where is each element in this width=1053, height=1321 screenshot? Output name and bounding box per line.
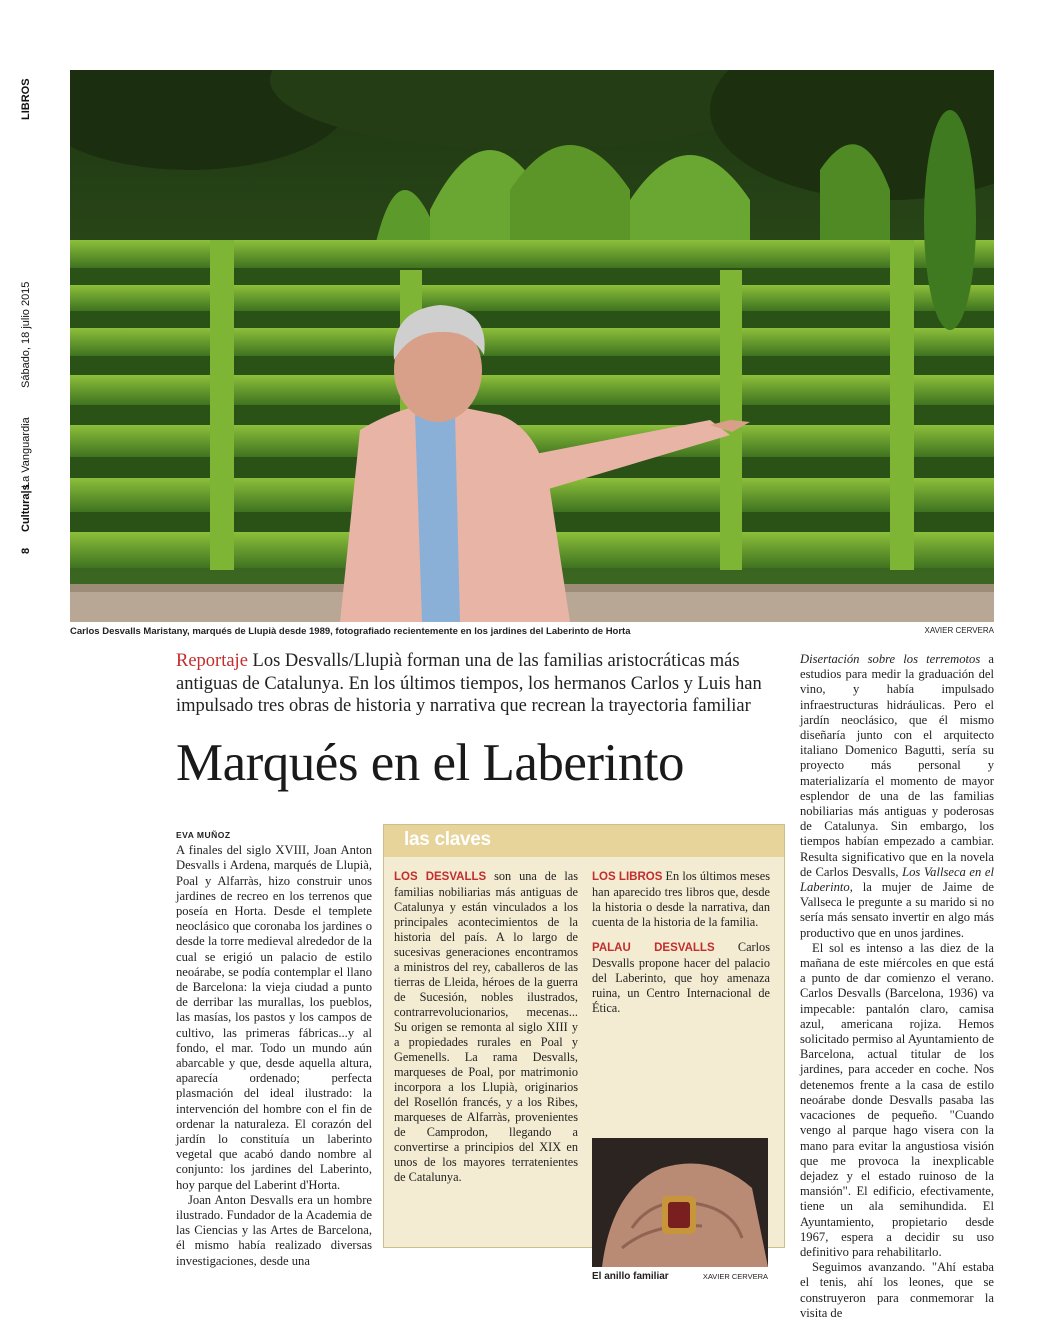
key-facts-box: [383, 824, 785, 1282]
article-column-1: [176, 828, 372, 1269]
main-photo: [70, 70, 994, 622]
byline: EVA MUÑOZ: [176, 830, 231, 840]
signet-ring-illustration: [592, 1138, 768, 1267]
key-fact-libros-keyword: LOS LIBROS: [592, 871, 663, 883]
key-fact-desvalls: [394, 869, 578, 1185]
col4-text-1: a estudios para medir la graduación del vino, y había impulsado infraestructuras hidráulicas. Pero el jardín neoclásico, que él mismo diseñaría junto con el arquitecto italiano Domenico Bagutti, sería su proyecto más personal y materializaría el momento de mayor esplendor de una de las familias nobiliarias más antiguas y poderosas de Catalunya. Sin embargo, los tiempos habían empezado a cambiar. Resulta significativo que en la novela de Carlos Desvalls,: [800, 652, 994, 879]
col1-paragraph-1: A finales del siglo XVIII, Joan Anton Desvalls i Ardena, marqués de Llupià, Poal y Alfarràs, hizo construir unos jardines de recreo en los terrenos que poseía en Horta. Desde el templete neoclásico que coronaba los jardines o desde la torre medieval alrededor de la cual se erigió un palacio de estilo neoárabe, se podía contemplar el llano de Barcelona: la vieja ciudad a punto de derribar las murallas, los pueblos, las masías, los pastos y los campos de cultivo, las primeras fábricas...y al fondo, el mar. Todo un mundo aún abarcable y que, desde aquella altura, aparecía ordenado; perfecta plasmación del ideal ilustrado: la intervención del hombre con el fin de ordenar la naturaleza. El corazón del jardín lo constituía un laberinto vegetal que acabó dando nombre al conjunto: los jardines del Laberinto, hoy parque del Laberint d'Horta.: [176, 843, 372, 1192]
photo-credit: XAVIER CERVERA: [924, 626, 994, 635]
article-column-4: [800, 652, 994, 1321]
key-fact-libros-text: En los últimos meses han aparecido tres libros que, desde la historia o desde la narrativa, dan cuenta de la historia de la familia.: [592, 869, 770, 929]
supplement-name: Cultura|s: [20, 484, 32, 532]
ring-photo: [592, 1138, 768, 1267]
article-headline: Marqués en el Laberinto: [176, 734, 684, 792]
labyrinth-photo-illustration: [70, 70, 994, 622]
ring-photo-credit: XAVIER CERVERA: [702, 1272, 768, 1281]
col1-paragraph-2: Joan Anton Desvalls era un hombre ilustrado. Fundador de la Academia de las Ciencias y las Artes de Barcelona, él mismo había realizado diversas investigaciones, desde una: [176, 1192, 372, 1268]
key-facts-column-right: [592, 869, 770, 1016]
ring-caption: [592, 1271, 768, 1282]
key-facts-header: [384, 825, 784, 857]
col4-text-2: , la mujer de Jaime de Vallseca le pregunte a su marido si no sería más sensato invertir en algo más productivo que en unos jardines.: [800, 880, 994, 940]
key-fact-palau-text: Carlos Desvalls propone hacer del palacio del Laberinto, que hoy amenaza ruina, un Centro Internacional de Ética.: [592, 940, 770, 1015]
lead-text: Los Desvalls/Llupià forman una de las familias aristocráticas más antiguas de Catalunya. En los últimos tiempos, los hermanos Carlos y Luis han impulsado tres obras de historia y narrativa que recrean la trayectoria familiar: [176, 651, 762, 716]
col4-book-title-2: Los Vallseca en el Laberinto: [800, 864, 995, 895]
issue-date: Sábado, 18 julio 2015: [20, 281, 32, 388]
key-fact-desvalls-text: son una de las familias nobiliarias más antiguas de Catalunya y están vinculados a los principales acontecimientos de la historia del país. A lo largo de sucesivas generaciones encontramos a ministros del rey, caballeros de las tierras de Lleida, héroes de la guerra de Sucesión, nobles ilustrados, contrarrevolucionarios, mecenas... Su origen se remonta al siglo XIII y a propiedades rurales en Poal y Gemenells. La rama Desvalls, marqueses de Poal, por matrimonio incorpora a los Llupià, originarios del Rosellón francés, y a los Ribes, marqueses de Alfarràs, provenientes de Camprodon, llegando a convertirse a principios del XIX en unos de los mayores terratenientes de Catalunya.: [394, 869, 579, 1184]
key-fact-desvalls-keyword: LOS DESVALLS: [394, 871, 487, 883]
key-facts-column-left: [394, 869, 578, 1185]
article-lead: [176, 650, 782, 718]
section-label: LIBROS: [20, 78, 32, 120]
col4-book-title-1: Disertación sobre los terremotos: [800, 652, 981, 666]
key-fact-libros: [592, 869, 770, 930]
page-number: 8: [20, 547, 32, 554]
photo-caption: [70, 626, 994, 642]
key-fact-palau-keyword: PALAU DESVALLS: [592, 942, 715, 954]
col4-paragraph-2: El sol es intenso a las diez de la mañana de este miércoles en que está a punto de dar comienzo el verano. Carlos Desvalls (Barcelona, 1936) va impecable: pantalón claro, camisa azul, americana rojiza. Hemos solicitado permiso al Ayuntamiento de Barcelona, actual titular de los jardines, para acceder en coche. Nos detenemos frente a la casa de estilo neoárabe donde Desvalls pasaba las vacaciones de pequeño. "Cuando vengo al parque hago visera con la mano para evitar la angustiosa visión que me provoca la inexplicable dejadez y el estado ruinoso de la mansión". El edificio, efectivamente, tiene un ala semihundida. El Ayuntamiento, propietario desde 1967, espera a decidir su uso definitivo para rehabilitarlo.: [800, 940, 994, 1259]
ring-caption-text: El anillo familiar: [592, 1271, 669, 1282]
photo-caption-text: Carlos Desvalls Maristany, marqués de Llupià desde 1989, fotografiado recientemente en los jardines del Laberinto de Horta: [70, 626, 631, 637]
col4-paragraph-1: [800, 652, 994, 941]
lead-kicker: Reportaje: [176, 651, 248, 671]
key-fact-palau: [592, 940, 770, 1016]
col4-paragraph-3: Seguimos avanzando. "Ahí estaba el tenis, ahí los leones, que se construyeron para conmemorar la visita de: [800, 1260, 994, 1320]
key-facts-title: las claves: [404, 829, 491, 850]
newspaper-name: La Vanguardia: [20, 417, 32, 488]
